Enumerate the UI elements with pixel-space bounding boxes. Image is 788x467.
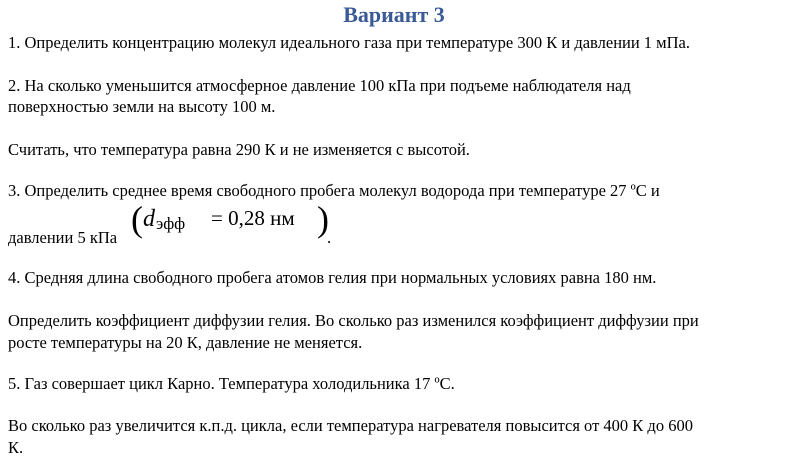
formula-period: . (327, 228, 332, 247)
formula-open-paren: ( (131, 199, 143, 239)
problem-5-line-1: 5. Газ совершает цикл Карно. Температура холодильника 17 ºС. (8, 374, 455, 393)
problem-5-note-line-1: Во сколько раз увеличится к.п.д. цикла, если температура нагревателя повысится от 400 К до 600 (8, 416, 693, 435)
formula-subscript: эфф (156, 214, 186, 233)
problem-2-line-1: 2. На сколько уменьшится атмосферное давление 100 кПа при подъеме наблюдателя над (8, 76, 631, 95)
problem-3-line-1: 3. Определить среднее время свободного пробега молекул водорода при температуре 27 ºС и (8, 181, 660, 200)
formula-value: = 0,28 нм (211, 206, 295, 230)
problem-4-line-1: 4. Средняя длина свободного пробега атомов гелия при нормальных условиях равна 180 нм. (8, 268, 657, 287)
formula-close-paren: ) (317, 199, 329, 239)
problem-3-line-2: давлении 5 кПа (8, 228, 118, 247)
problem-5-note-line-2: К. (8, 438, 24, 457)
problem-4-note-line-1: Определить коэффициент диффузии гелия. Во сколько раз изменился коэффициент диффузии при (8, 311, 699, 330)
problem-4-note-line-2: росте температуры на 20 К, давление не меняется. (8, 333, 363, 352)
problem-2-line-2: поверхностью земли на высоту 100 м. (8, 97, 276, 116)
formula-variable: d (143, 206, 155, 232)
problem-1: 1. Определить концентрацию молекул идеального газа при температуре 300 К и давлении 1 мПа. (8, 33, 690, 52)
problem-2-note: Считать, что температура равна 290 К и не изменяется с высотой. (8, 140, 470, 159)
page-title: Вариант 3 (343, 2, 445, 27)
